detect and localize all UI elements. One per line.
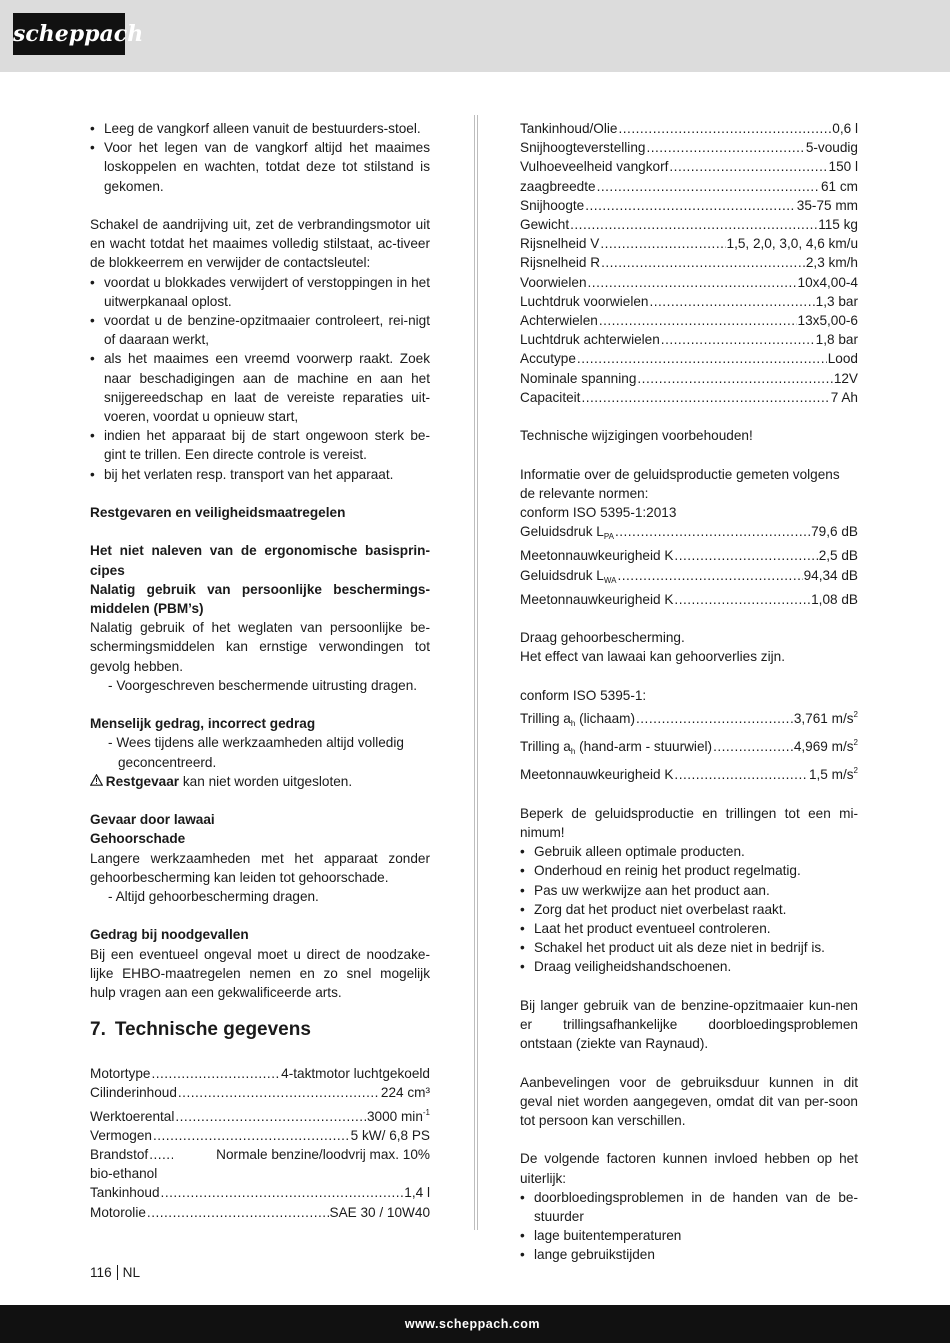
spec-row: Meetonnauwkeurigheid K ..... 1,5 $m/s^2$ xyxy=(520,761,858,784)
column-divider xyxy=(477,115,478,1230)
paragraph: Beperk de geluidsproductie en trillingen tot een mi-nimum! xyxy=(520,805,858,841)
paragraph: Informatie over de geluidsproductie gemeten volgens de relevante normen: xyxy=(520,466,840,501)
spec-table xyxy=(520,119,858,407)
bullet-list xyxy=(90,119,430,196)
bullet-list xyxy=(520,842,858,976)
list-item: - Wees tijdens alle werkzaamheden altijd volledig geconcentreerd. xyxy=(90,733,430,771)
spec-row: Trilling $a_h$ (hand-arm - stuurwiel) ..... 4,969 $m/s^2$ xyxy=(520,733,858,761)
list-item: • als het maaimes een vreemd voorwerp raakt. Zoek naar beschadigingen aan de machine en aan het snijgereedschap en laat de vereiste reparaties uit-voeren, voordat u opnieuw start, xyxy=(90,349,430,426)
left-column xyxy=(90,119,430,1222)
spec-row: Luchtdruk voorwielen ..... 1,3 bar xyxy=(520,292,858,311)
spec-row: Rijsnelheid R ..... 2,3 km/h xyxy=(520,253,858,272)
list-item: • voordat u de benzine-opzitmaaier controleert, rei-nigt of daaraan werkt, xyxy=(90,311,430,349)
list-item: • Onderhoud en reinig het product regelmatig. xyxy=(520,861,858,880)
spec-row: Meetonnauwkeurigheid K ..... 1,08 dB xyxy=(520,590,858,609)
paragraph: Draag gehoorbescherming. xyxy=(520,630,685,646)
spec-row: Capaciteit ..... 7 Ah xyxy=(520,388,858,407)
warning-line xyxy=(90,772,430,791)
warning-label: Restgevaar xyxy=(105,773,180,789)
warning-text: kan niet worden uitgesloten. xyxy=(179,773,353,789)
list-item: • Pas uw werkwijze aan het product aan. xyxy=(520,881,858,900)
dash-list xyxy=(90,733,430,771)
paragraph: Technische wijzigingen voorbehouden! xyxy=(520,428,753,444)
paragraph: De volgende factoren kunnen invloed hebben op het uiterlijk: xyxy=(520,1151,858,1186)
heading: Nalatig gebruik van persoonlijke beschermings-middelen (PBM’s) xyxy=(90,581,430,617)
page-footer xyxy=(0,1305,950,1343)
section-title xyxy=(90,1018,430,1042)
spec-row: Rijsnelheid V ..... 1,5, 2,0, 3,0, 4,6 km/u xyxy=(520,234,858,253)
spec-row: Vermogen ..... 5 kW/ 6,8 PS xyxy=(90,1126,430,1145)
spec-row: Gewicht ..... 115 kg xyxy=(520,215,858,234)
spec-table xyxy=(90,1064,430,1222)
list-item: • indien het apparaat bij de start ongewoon sterk be-gint te trillen. Een directe controle is vereist. xyxy=(90,426,430,464)
spec-row: Motorolie ..... SAE 30 / 10W40 xyxy=(90,1203,430,1222)
list-item: • Leeg de vangkorf alleen vanuit de bestuurders-stoel. xyxy=(90,119,430,138)
paragraph: conform ISO 5395-1:2013 xyxy=(520,505,677,521)
paragraph: Langere werkzaamheden met het apparaat zonder gehoorbescherming kan leiden tot gehoorschade. xyxy=(90,850,430,885)
spec-row: Nominale spanning ..... 12V xyxy=(520,369,858,388)
heading: Gevaar door lawaai xyxy=(90,812,215,828)
heading: Menselijk gedrag, incorrect gedrag xyxy=(90,716,316,732)
list-item: • lage buitentemperaturen xyxy=(520,1226,858,1245)
list-item: • Gebruik alleen optimale producten. xyxy=(520,842,858,861)
spec-row: Snijhoogte ..... 35-75 mm xyxy=(520,196,858,215)
list-item: • Zorg dat het product niet overbelast raakt. xyxy=(520,900,858,919)
list-item: • bij het verlaten resp. transport van het apparaat. xyxy=(90,465,430,484)
paragraph: conform ISO 5395-1: xyxy=(520,687,647,703)
list-item: • Laat het product eventueel controleren. xyxy=(520,919,858,938)
paragraph: Schakel de aandrijving uit, zet de verbrandingsmotor uit en wacht totdat het maaimes volledig stilstaat, ac-tiveer de blokkeerrem en verwijder de contactsleutel: xyxy=(90,217,430,271)
spec-row: Brandstof ..... Normale benzine/loodvrij max. 10% xyxy=(90,1145,430,1164)
spec-row: Meetonnauwkeurigheid K ..... 2,5 dB xyxy=(520,546,858,565)
page-number: 116 NL xyxy=(90,1265,141,1280)
section-title-text: Technische gegevens xyxy=(114,1019,311,1041)
list-item: - Altijd gehoorbescherming dragen. xyxy=(90,887,430,906)
column-divider xyxy=(474,115,475,1230)
spec-row: zaagbreedte ..... 61 cm xyxy=(520,177,858,196)
paragraph: Het effect van lawaai kan gehoorverlies zijn. xyxy=(520,649,785,665)
spec-row: Motortype ..... 4-taktmotor luchtgekoeld xyxy=(90,1064,430,1083)
bullet-list xyxy=(90,273,430,484)
spec-row: Achterwielen ..... 13x5,00-6 xyxy=(520,311,858,330)
spec-row: Geluidsdruk $L_{WA}$ ..... 94,34 dB xyxy=(520,566,858,590)
list-item: • voordat u blokkades verwijdert of verstoppingen in het uitwerpkanaal oplost. xyxy=(90,273,430,311)
heading: Restgevaren en veiligheidsmaatregelen xyxy=(90,505,346,521)
heading: Gehoorschade xyxy=(90,831,186,847)
right-column xyxy=(520,119,858,1265)
spec-row: Luchtdruk achterwielen ..... 1,8 bar xyxy=(520,330,858,349)
list-item: - Voorgeschreven beschermende uitrusting dragen. xyxy=(90,676,430,695)
spec-row-continuation: bio-ethanol xyxy=(90,1166,158,1182)
footer-url[interactable]: www.scheppach.com xyxy=(404,1317,540,1331)
spec-row: Accutype ..... Lood xyxy=(520,349,858,368)
spec-row: Werktoerental ..... 3000 $\min^{-1}$ xyxy=(90,1103,430,1126)
page-header xyxy=(0,0,950,72)
vibration-table xyxy=(520,705,858,785)
warning-triangle-icon xyxy=(90,772,102,791)
paragraph: Aanbevelingen voor de gebruiksduur kunnen in dit geval niet worden aangegeven, omdat dit van per-soon tot persoon kan verschillen. xyxy=(520,1074,858,1129)
spec-row: Snijhoogteverstelling ..... 5-voudig xyxy=(520,138,858,157)
heading: Het niet naleven van de ergonomische basisprin-cipes xyxy=(90,543,430,578)
spec-row: Tankinhoud/Olie ..... 0,6 l xyxy=(520,119,858,138)
list-item: • Draag veiligheidshandschoenen. xyxy=(520,957,858,976)
list-item: • lange gebruikstijden xyxy=(520,1245,858,1264)
noise-table xyxy=(520,522,858,609)
heading: Gedrag bij noodgevallen xyxy=(90,927,249,943)
spec-row: Cilinderinhoud ..... 224 cm³ xyxy=(90,1083,430,1102)
list-item: • Schakel het product uit als deze niet in bedrijf is. xyxy=(520,938,858,957)
scheppach-logo: scheppach xyxy=(13,13,125,55)
dash-list xyxy=(90,676,430,695)
paragraph: Bij langer gebruik van de benzine-opzitmaaier kun-nen er trillingsafhankelijke doorbloedingsproblemen ontstaan (ziekte van Raynaud). xyxy=(520,997,858,1052)
spec-row: Tankinhoud ..... 1,4 l xyxy=(90,1183,430,1202)
bullet-list xyxy=(520,1188,858,1265)
list-item: • Voor het legen van de vangkorf altijd het maaimes loskoppelen en wachten, totdat deze tot stilstand is gekomen. xyxy=(90,138,430,196)
spec-row: Vulhoeveelheid vangkorf ..... 150 l xyxy=(520,157,858,176)
spec-row: Geluidsdruk $L_{PA}$ ..... 79,6 dB xyxy=(520,522,858,546)
paragraph: Bij een eventueel ongeval moet u direct de noodzake-lijke EHBO-maatregelen nemen en zo snel mogelijk hulp vragen aan een gekwalificeerde arts. xyxy=(90,946,430,1001)
list-item: • doorbloedingsproblemen in de handen van de be-stuurder xyxy=(520,1188,858,1226)
paragraph: Nalatig gebruik of het weglaten van persoonlijke be-schermingsmiddelen kan ernstige verwondingen tot gevolg hebben. xyxy=(90,620,430,674)
dash-list xyxy=(90,887,430,906)
section-number: 7. xyxy=(90,1019,106,1041)
spec-row: Trilling $a_h$ (lichaam) ..... 3,761 $m/s^2$ xyxy=(520,705,858,733)
spec-row: Voorwielen ..... 10x4,00-4 xyxy=(520,273,858,292)
